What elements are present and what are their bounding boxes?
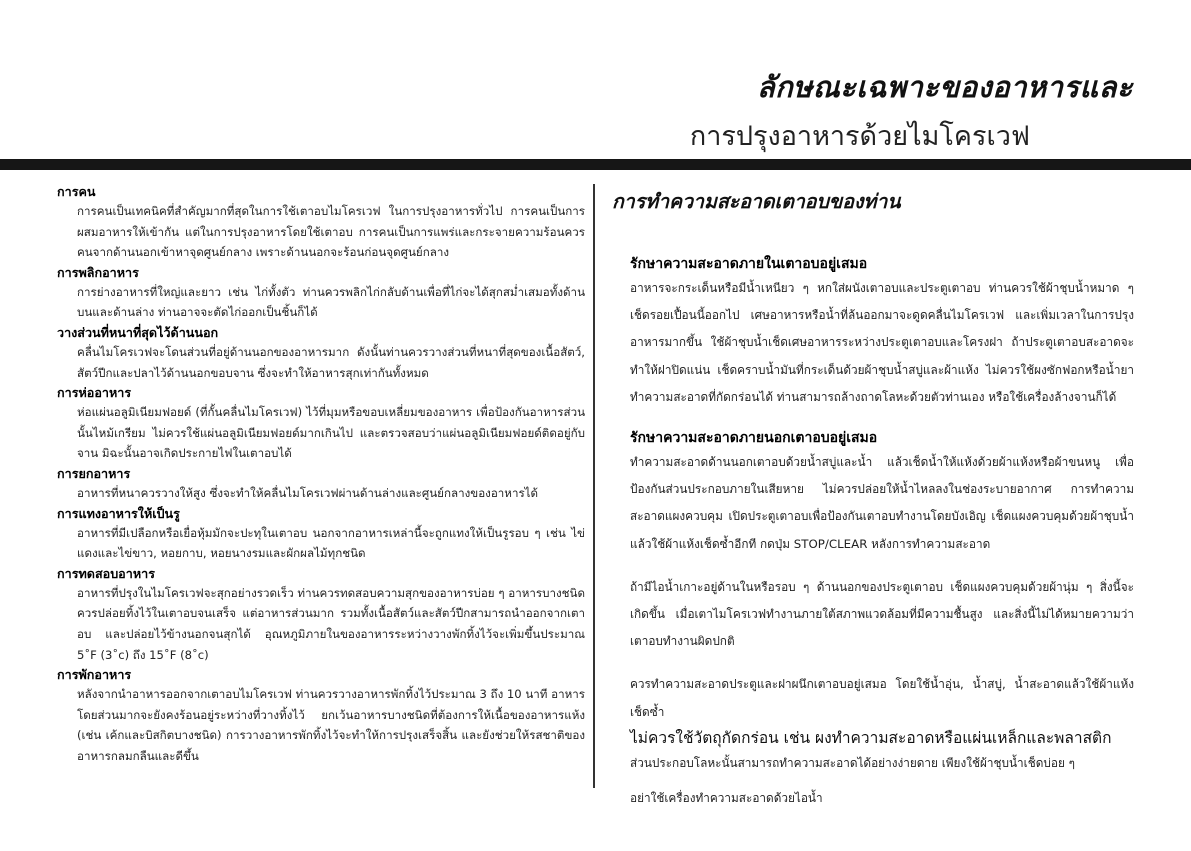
section-heading: การยกอาหาร bbox=[57, 465, 131, 481]
section-turning bbox=[57, 263, 585, 323]
section-body: อาหารที่ปรุงในไมโครเวฟจะสุกอย่างรวดเร็ว ท่านควรทดสอบความสุกของอาหารบ่อย ๆ อาหารบางชนิดควรปล่อยทิ้งไว้ในเตาอบจนเสร็จ แต่อาหารส่วนมาก รวมทั้งเนื้อสัตว์และสัตว์ปีกสามารถนำออกจากเตาอบ และปล่อยไว้ข้างนอกจนสุกได้ อุณหภูมิภายในของอาหารระหว่างวางพักทิ้งไว้จะเพิ่มขึ้นประมาณ 5˚F (3˚c) ถึง 15˚F (8˚c) bbox=[77, 585, 585, 662]
section-standing-time bbox=[57, 665, 585, 766]
abrasive-warning: ไม่ควรใช้วัตถุกัดกร่อน เช่น ผงทำความสะอาดหรือแผ่นเหล็กและพลาสติก bbox=[630, 728, 1112, 747]
section-heading: วางส่วนที่หนาที่สุดไว้ด้านนอก bbox=[57, 324, 219, 340]
section-heading: การห่ออาหาร bbox=[57, 385, 132, 401]
section-testing bbox=[57, 564, 585, 665]
inside-cleaning-body: อาหารจะกระเด็นหรือมีน้ำเหนียว ๆ หกใส่ผนังเตาอบและประตูเตาอบ ท่านควรใช้ผ้าชุบน้ำหมาด ๆ เช็ดรอยเปื้อนนี้ออกไป เศษอาหารหรือน้ำที่ล้นออกมาจะดูดคลื่นไมโครเวฟ และเพิ่มเวลาในการปรุงอาหารมากขึ้น ใช้ผ้าชุบน้ำเช็ดเศษอาหารระหว่างประตูเตาอบและโครงฝา ถ้าประตูเตาอบสะอาดจะทำให้ฝาปิดแน่น เช็ดคราบน้ำมันที่กระเด็นด้วยผ้าชุบน้ำสบู่และผ้าแห้ง ไม่ควรใช้ผงซักฟอกหรือน้ำยาทำความสะอาดที่กัดกร่อนได้ ท่านสามารถล้างถาดโลหะด้วยตัวท่านเอง หรือใช้เครื่องล้างจานก็ได้ bbox=[630, 281, 1134, 404]
page-title: ลักษณะเฉพาะของอาหารและ bbox=[756, 70, 1133, 104]
section-body: อาหารที่หนาควรวางให้สูง ซึ่งจะทำให้คลื่นไมโครเวฟผ่านด้านล่างและศูนย์กลางของอาหารได้ bbox=[77, 485, 539, 500]
outside-cleaning-heading: รักษาความสะอาดภายนอกเตาอบอยู่เสมอ bbox=[630, 430, 878, 447]
outside-cleaning-body: ทำความสะอาดด้านนอกเตาอบด้วยน้ำสบู่และน้ำ แล้วเช็ดน้ำให้แห้งด้วยผ้าแห้งหรือผ้าขนหนู เพื่อป้องกันส่วนประกอบภายในเสียหาย ไม่ควรปล่อยให้น้ำไหลลงในช่องระบายอากาศ การทำความสะอาดแผงควบคุม เปิดประตูเตาอบเพื่อป้องกันเตาอบทำงานโดยบังเอิญ เช็ดแผงควบคุมด้วยผ้าชุบน้ำแล้วใช้ผ้าแห้งเช็ดซ้ำอีกที กดปุ่ม STOP/CLEAR หลังการทำความสะอาด bbox=[630, 455, 1134, 551]
section-heading: การทดสอบอาหาร bbox=[57, 565, 155, 581]
cooking-techniques-column bbox=[57, 182, 585, 766]
section-body: การคนเป็นเทคนิคที่สำคัญมากที่สุดในการใช้เตาอบไมโครเวฟ ในการปรุงอาหารทั่วไป การคนเป็นการผสมอาหารให้เข้ากัน แต่ในการปรุงอาหารโดยใช้เตาอบ การคนเป็นการแพร่และกระจายความร้อนควรคนจากด้านนอกเข้าหาจุดศูนย์กลาง เพราะด้านนอกจะร้อนก่อนจุดศูนย์กลาง bbox=[77, 204, 585, 260]
steam-note: ถ้ามีไอน้ำเกาะอยู่ด้านในหรือรอบ ๆ ด้านนอกของประตูเตาอบ เช็ดแผงควบคุมด้วยผ้านุ่ม ๆ สิ่งนี้จะเกิดขึ้น เมื่อเตาไมโครเวฟทำงานภายใต้สภาพแวดล้อมที่มีความชื้นสูง และสิ่งนี้ไม่ได้หมายความว่าเตาอบทำงานผิดปกติ bbox=[630, 579, 1134, 649]
column-divider bbox=[593, 184, 595, 788]
door-seal-note: ควรทำความสะอาดประตูและฝาผนึกเตาอบอยู่เสมอ โดยใช้น้ำอุ่น, น้ำสบู่, น้ำสะอาดแล้วใช้ผ้าแห้งเช็ดซ้ำ bbox=[630, 677, 1134, 719]
metal-parts-note: ส่วนประกอบโลหะนั้นสามารถทำความสะอาดได้อย่างง่ายดาย เพียงใช้ผ้าชุบน้ำเช็ดบ่อย ๆ bbox=[630, 755, 1075, 770]
section-body: อาหารที่มีเปลือกหรือเยื่อหุ้มมักจะปะทุในเตาอบ นอกจากอาหารเหล่านี้จะถูกแทงให้เป็นรูรอบ ๆ เช่น ไข่แดงและไข่ขาว, หอยกาบ, หอยนางรมและผักผลไม้ทุกชนิด bbox=[77, 525, 585, 561]
section-body: หลังจากนำอาหารออกจากเตาอบไมโครเวฟ ท่านควรวางอาหารพักทิ้งไว้ประมาณ 3 ถึง 10 นาที อาหารโดยส่วนมากจะยังคงร้อนอยู่ระหว่างที่วางทิ้งไว้ ยกเว้นอาหารบางชนิดที่ต้องการให้เนื้อของอาหารแห้ง (เช่น เค้กและบิสกิตบางชนิด) การวางอาหารพักทิ้งไว้จะทำให้การปรุงเสร็จสิ้น และยังช่วยให้รสชาติของอาหารกลมกลืนและดีขึ้น bbox=[77, 687, 585, 763]
section-stirring bbox=[57, 182, 585, 263]
section-body: การย่างอาหารที่ใหญ่และยาว เช่น ไก่ทั้งตัว ท่านควรพลิกไก่กลับด้านเพื่อที่ไก่จะได้สุกสม่ำเสมอทั้งด้านบนและด้านล่าง ท่านอาจจะตัดไก่ออกเป็นชิ้นก็ได้ bbox=[77, 284, 585, 320]
cleaning-column bbox=[612, 186, 1134, 812]
section-heading: การพักอาหาร bbox=[57, 667, 132, 683]
header-rule bbox=[0, 159, 1191, 170]
section-arrangement bbox=[57, 323, 585, 383]
section-heading: การพลิกอาหาร bbox=[57, 264, 139, 280]
page-subtitle: การปรุงอาหารด้วยไมโครเวฟ bbox=[689, 121, 1030, 152]
steam-cleaner-warning: อย่าใช้เครื่องทำความสะอาดด้วยไอน้ำ bbox=[630, 791, 823, 806]
section-heading: การแทงอาหารให้เป็นรู bbox=[57, 505, 180, 521]
section-body: คลื่นไมโครเวฟจะโดนส่วนที่อยู่ด้านนอกของอาหารมาก ดังนั้นท่านควรวางส่วนที่หนาที่สุดของเนื้อสัตว์, สัตว์ปีกและปลาไว้ด้านนอกขอบจาน ซึ่งจะทำให้อาหารสุกเท่ากันทั้งหมด bbox=[77, 344, 585, 380]
section-piercing bbox=[57, 504, 585, 564]
section-heading: การคน bbox=[57, 184, 96, 199]
inside-cleaning-heading: รักษาความสะอาดภายในเตาอบอยู่เสมอ bbox=[630, 256, 868, 272]
page-header bbox=[0, 0, 1191, 160]
section-shielding bbox=[57, 383, 585, 464]
section-body: ห่อแผ่นอลูมิเนียมฟอยด์ (ที่กั้นคลื่นไมโครเวฟ) ไว้ที่มุมหรือขอบเหลี่ยมของอาหาร เพื่อป้องกันอาหารส่วนนั้นไหม้เกรียม ไม่ควรใช้แผ่นอลูมิเนียมฟอยด์มากเกินไป และตรวจสอบว่าแผ่นอลูมิเนียมฟอยด์ติดอยู่กับจาน มิฉะนั้นอาจเกิดประกายไฟในเตาอบได้ bbox=[77, 405, 585, 461]
section-elevating bbox=[57, 464, 585, 504]
cleaning-title: การทำความสะอาดเตาอบของท่าน bbox=[612, 190, 901, 213]
